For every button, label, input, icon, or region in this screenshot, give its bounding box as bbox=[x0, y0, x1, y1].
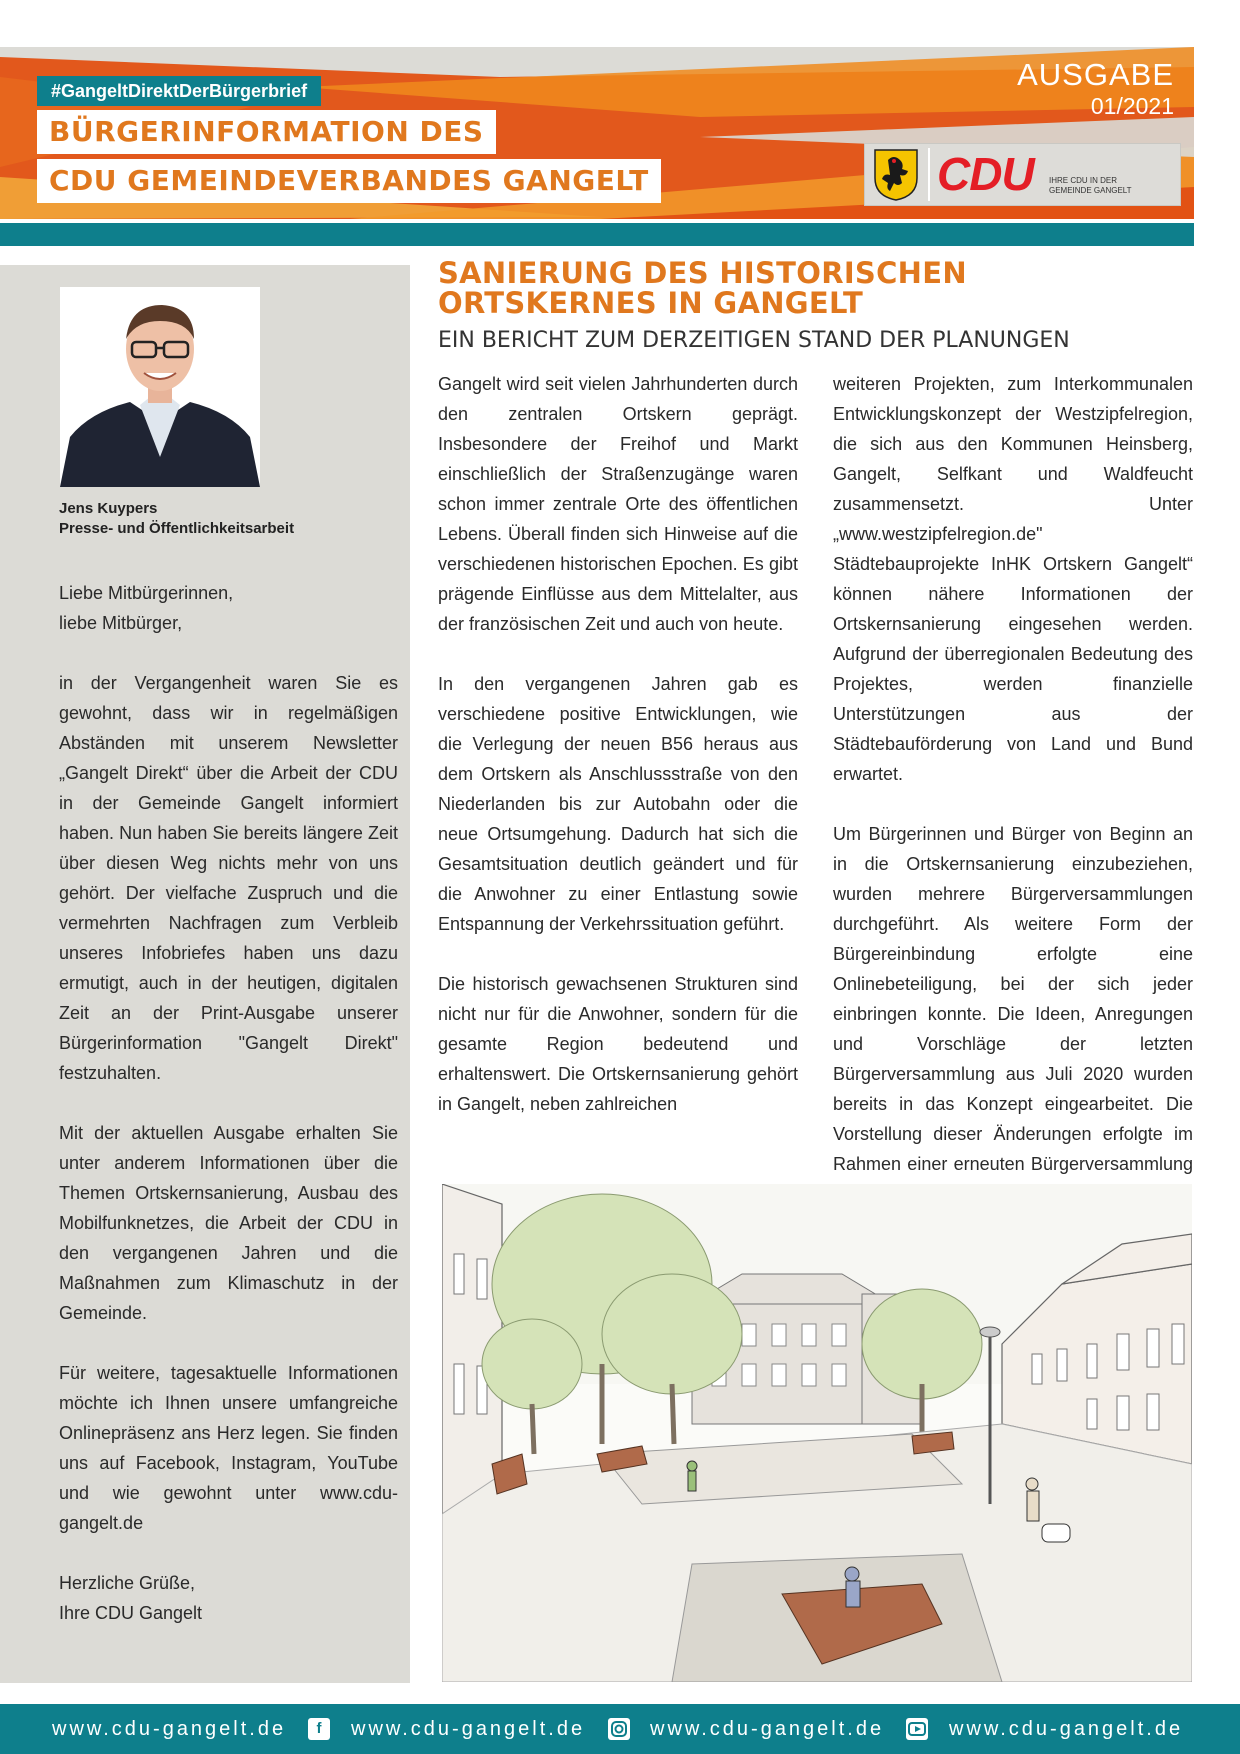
letter-paragraph-3: Für weitere, tagesaktuelle Informationen möchte ich Ihnen unsere umfangreiche Onlinepräsenz ans Herz legen. Sie finden uns auf Facebook, Instagram, YouTube und wie gewohnt unter www.cdu-gangelt.de bbox=[59, 1363, 398, 1533]
hashtag-banner: #GangeltDirektDerBürgerbrief bbox=[37, 76, 321, 106]
issue-number: 01/2021 bbox=[1090, 93, 1174, 119]
article-paragraph: Gangelt wird seit vielen Jahrhunderten durch den zentralen Ortskern geprägt. Insbesondere der Freihof und Markt einschließlich der Straßenzugänge waren schon immer zentrale Orte des öffentlichen Lebens. Überall finden sich Hinweise auf die verschiedenen historischen Epochen. Es gibt prägende Einflüsse aus dem Mittelalter, aus der französischen Zeit und auch von heute. bbox=[438, 374, 798, 634]
issue-info bbox=[1017, 58, 1174, 120]
letter-paragraph-1: in der Vergangenheit waren Sie es gewohnt, dass wir in regelmäßigen Abständen mit unserem Newsletter „Gangelt Direkt“ über die Arbeit der CDU in der Gemeinde Gangelt informiert haben. Nun haben Sie bereits längere Zeit über diesen Weg nichts mehr von uns gehört. Der vielfache Zuspruch und die vermehrten Nachfragen zum Verbleib unseres Infobriefes haben uns dazu ermutigt, auch in der heutigen, digitalen Zeit an der Print-Ausgabe unserer Bürgerinformation "Gangelt Direkt" festzuhalten. bbox=[59, 673, 398, 1083]
cdu-tagline: IHRE CDU IN DER GEMEINDE GANGELT bbox=[1049, 176, 1132, 195]
author-name: Jens Kuypers bbox=[59, 500, 158, 517]
footer-website-link[interactable]: www.cdu-gangelt.de bbox=[351, 1718, 586, 1740]
town-square-illustration bbox=[442, 1184, 1192, 1682]
cdu-logo bbox=[864, 143, 1181, 206]
issue-label: AUSGABE bbox=[1017, 57, 1174, 92]
article-subtitle: EIN BERICHT ZUM DERZEITIGEN STAND DER PLANUNGEN bbox=[438, 328, 1070, 353]
header-divider-bar bbox=[0, 223, 1194, 246]
article-title: SANIERUNG DES HISTORISCHEN ORTSKERNES IN GANGELT bbox=[438, 256, 967, 320]
lion-coat-of-arms-icon bbox=[873, 148, 919, 201]
article-paragraph: In den vergangenen Jahren gab es verschiedene positive Entwicklungen, wie die Verlegung der neuen B56 heraus aus dem Ortskern als Anschlussstraße von den Niederlanden bis zur Autobahn oder die neue Ortsumgehung. Dadurch hat sich die Gesamtsituation deutlich geändert und für die Anwohner zu einer Entlastung sowie Entspannung der Verkehrssituation geführt. bbox=[438, 674, 798, 934]
article-paragraph: weiteren Projekten, zum Interkommunalen Entwicklungskonzept der Westzipfelregion, die sich aus den Kommunen Heinsberg, Gangelt, Selfkant und Waldfeucht zusammensetzt. Unter „www.westzipfelregion.de" Städtebauprojekte InHK Ortskern Gangelt“ können nähere Informationen der Ortskernsanierung eingesehen werden. Aufgrund der überregionalen Bedeutung des Projektes, werden finanzielle Unterstützungen aus der Städtebauförderung von Land und Bund erwartet. bbox=[833, 374, 1193, 784]
letter-paragraph-2: Mit der aktuellen Ausgabe erhalten Sie unter anderem Informationen über die Themen Ortskernsanierung, Ausbau des Mobilfunknetzes, die Arbeit der CDU in den vergangenen Jahren und die Maßnahmen zum Klimaschutz in der Gemeinde. bbox=[59, 1123, 398, 1323]
cdu-wordmark: CDU bbox=[937, 148, 1034, 200]
editorial-letter bbox=[59, 578, 398, 1658]
masthead bbox=[0, 47, 1194, 219]
letter-closing: Herzliche Grüße, Ihre CDU Gangelt bbox=[59, 1573, 203, 1623]
article-paragraph: Um Bürgerinnen und Bürger von Beginn an in die Ortskernsanierung einzubeziehen, wurden mehrere Bürgerversammlungen durchgeführt. Als weitere Form der Bürgereinbindung erfolgte eine Onlinebeteiligung, bei der sich jeder einbringen konnte. Die Ideen, Anregungen und Vorschläge der letzten Bürgerversammlung aus Juli 2020 wurden bereits in das Konzept eingearbeitet. Die Vorstellung dieser Änderungen erfolgte im Rahmen einer erneuten Bürgerversammlung bbox=[833, 824, 1193, 1174]
article-column-1 bbox=[438, 369, 798, 1149]
masthead-title-line1: BÜRGERINFORMATION DES bbox=[37, 110, 496, 154]
author-role: Presse- und Öffentlichkeitsarbeit bbox=[59, 520, 295, 537]
author-portrait bbox=[60, 287, 260, 487]
footer-website-link[interactable]: www.cdu-gangelt.de bbox=[650, 1718, 885, 1740]
masthead-title-line2: CDU GEMEINDEVERBANDES GANGELT bbox=[37, 159, 661, 203]
salutation: Liebe Mitbürgerinnen, liebe Mitbürger, bbox=[59, 583, 234, 633]
instagram-icon[interactable] bbox=[608, 1718, 630, 1740]
footer-website-link[interactable]: www.cdu-gangelt.de bbox=[949, 1718, 1184, 1740]
article-column-2 bbox=[833, 369, 1193, 1239]
footer-bar bbox=[0, 1704, 1240, 1754]
article-paragraph: Die historisch gewachsenen Strukturen sind nicht nur für die Anwohner, sondern für die gesamte Region bedeutend und erhaltenswert. Die Ortskernsanierung gehört in Gangelt, neben zahlreichen bbox=[438, 974, 798, 1114]
editorial-sidebar bbox=[0, 265, 410, 1683]
footer-website-link[interactable]: www.cdu-gangelt.de bbox=[52, 1718, 287, 1740]
logo-divider bbox=[928, 148, 930, 201]
facebook-icon[interactable]: f bbox=[308, 1718, 330, 1740]
youtube-icon[interactable] bbox=[906, 1718, 928, 1740]
